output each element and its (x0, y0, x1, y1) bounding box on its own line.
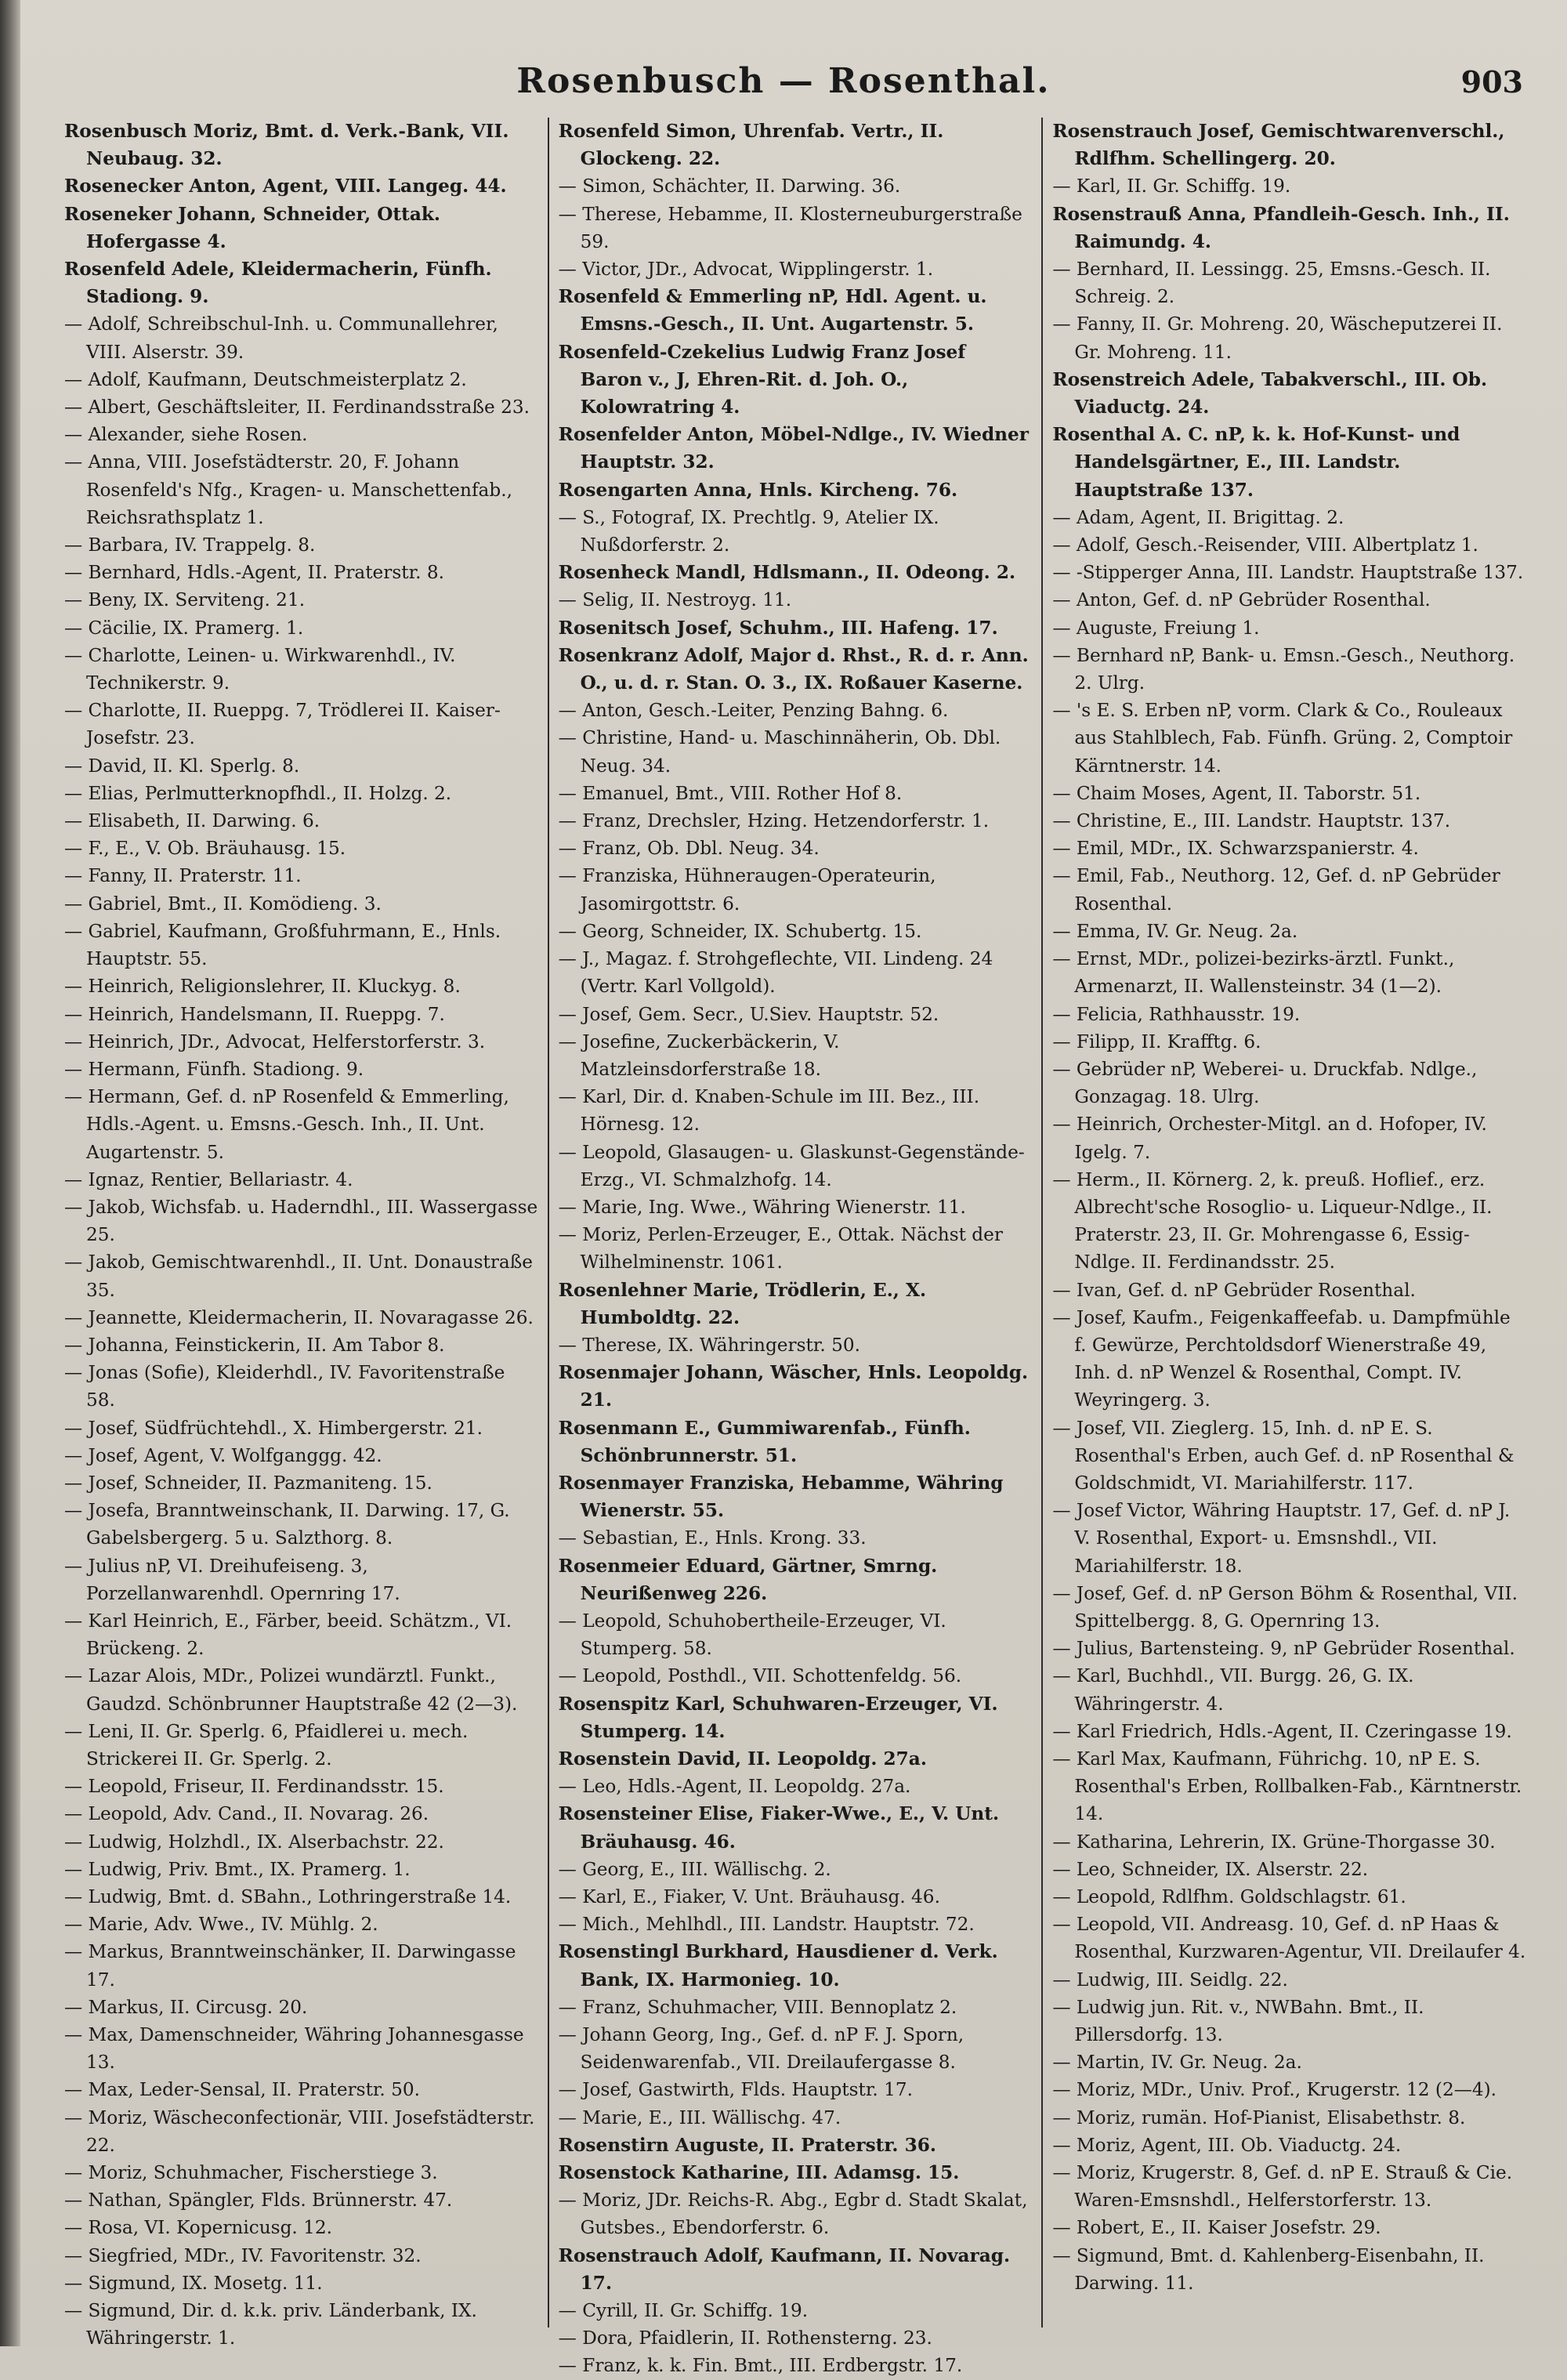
directory-entry: — Adolf, Kaufmann, Deutschmeisterplatz 2. (64, 368, 467, 390)
directory-entry: — Hermann, Gef. d. nP Rosenfeld & Emmerling, Hdls.-Agent. u. Emsns.-Gesch. Inh., II. Unt. Augartenstr. 5. (64, 1086, 509, 1163)
directory-entry: — Markus, II. Circusg. 20. (64, 1996, 308, 2018)
directory-entry: — Josef, VII. Zieglerg. 15, Inh. d. nP E. S. Rosenthal's Erben, auch Gef. d. nP Rosenthal & Goldschmidt, VI. Mariahilferstr. 117. (1052, 1417, 1515, 1494)
directory-entry: — Heinrich, Handelsmann, II. Rueppg. 7. (64, 1003, 445, 1025)
directory-entry: — Gebrüder nP, Weberei- u. Druckfab. Ndlge., Gonzagag. 18. Ulrg. (1052, 1058, 1478, 1108)
directory-entry: — Leopold, Posthdl., VII. Schottenfeldg. 56. (558, 1665, 962, 1687)
directory-entry: Rosenfeld Simon, Uhrenfab. Vertr., II. Glockeng. 22. (558, 121, 944, 170)
directory-entry: — Marie, Adv. Wwe., IV. Mühlg. 2. (64, 1914, 378, 1936)
directory-entry: — Josef, Gef. d. nP Gerson Böhm & Rosenthal, VII. Spittelbergg. 8, G. Opernring 13. (1052, 1582, 1518, 1632)
directory-entry: — Josef, Südfrüchtehdl., X. Himbergerstr. 21. (64, 1417, 483, 1439)
directory-entry: — Chaim Moses, Agent, II. Taborstr. 51. (1052, 782, 1421, 804)
directory-entry: — Dora, Pfaidlerin, II. Rothensterng. 23. (558, 2327, 932, 2349)
directory-entry: — Leopold, Schuhobertheile-Erzeuger, VI. Stumperg. 58. (558, 1610, 946, 1660)
directory-entry: — Moriz, JDr. Reichs-R. Abg., Egbr d. Stadt Skalat, Gutsbes., Ebendorferstr. 6. (558, 2190, 1028, 2239)
directory-entry: — Ludwig, III. Seidlg. 22. (1052, 1969, 1288, 1991)
directory-entry: — Auguste, Freiung 1. (1052, 617, 1260, 639)
directory-entry: — Christine, Hand- u. Maschinnäherin, Ob. Dbl. Neug. 34. (558, 727, 1001, 777)
directory-entry: — Leni, II. Gr. Sperlg. 6, Pfaidlerei u. mech. Strickerei II. Gr. Sperlg. 2. (64, 1720, 469, 1770)
directory-entry: — Nathan, Spängler, Flds. Brünnerstr. 47. (64, 2190, 453, 2212)
directory-entry: Rosenstein David, II. Leopoldg. 27a. (558, 1748, 927, 1770)
directory-entry: Rosenstreich Adele, Tabakverschl., III. Ob. Viaductg. 24. (1052, 368, 1488, 418)
directory-entry: — Johanna, Feinstickerin, II. Am Tabor 8. (64, 1334, 445, 1356)
directory-entry: Rosenstrauch Adolf, Kaufmann, II. Novarag. 17. (558, 2244, 1011, 2294)
directory-entry: — Josefa, Branntweinschank, II. Darwing. 17, G. Gabelsbergerg. 5 u. Salzthorg. 8. (64, 1500, 510, 1549)
directory-entry: — Georg, Schneider, IX. Schubertg. 15. (558, 920, 922, 942)
running-head: Rosenbusch — Rosenthal. (516, 61, 1051, 101)
directory-entry: — Emil, MDr., IX. Schwarzspanierstr. 4. (1052, 838, 1419, 860)
directory-entry: — Selig, II. Nestroyg. 11. (558, 589, 792, 611)
directory-entry: — Josef, Kaufm., Feigenkaffeefab. u. Dampfmühle f. Gewürze, Perchtoldsdorf Wienerstraße 49, Inh. d. nP Wenzel & Rosenthal, Compt. IV. Weyringerg. 3. (1052, 1306, 1511, 1411)
directory-entry: — Max, Damenschneider, Währing Johannesgasse 13. (64, 2024, 524, 2074)
directory-entry: — Heinrich, Orchester-Mitgl. an d. Hofoper, IV. Igelg. 7. (1052, 1114, 1487, 1163)
directory-entry: — Ivan, Gef. d. nP Gebrüder Rosenthal. (1052, 1279, 1416, 1301)
directory-entry: — Karl Max, Kaufmann, Führichg. 10, nP E. S. Rosenthal's Erben, Rollbalken-Fab., Kärntnerstr. 14. (1052, 1748, 1522, 1825)
directory-entry: — Fanny, II. Praterstr. 11. (64, 865, 302, 887)
directory-entry: — Beny, IX. Serviteng. 21. (64, 589, 306, 611)
directory-entry: — Jakob, Gemischtwarenhdl., II. Unt. Donaustraße 35. (64, 1252, 533, 1301)
directory-entry: — Alexander, siehe Rosen. (64, 424, 308, 446)
directory-entry: — Fanny, II. Gr. Mohreng. 20, Wäscheputzerei II. Gr. Mohreng. 11. (1052, 313, 1503, 363)
directory-entry: — David, II. Kl. Sperlg. 8. (64, 755, 300, 777)
directory-entry: — Leopold, Friseur, II. Ferdinandsstr. 15. (64, 1776, 444, 1798)
directory-entry: — Robert, E., II. Kaiser Josefstr. 29. (1052, 2217, 1381, 2239)
directory-entry: — Marie, E., III. Wällischg. 47. (558, 2106, 841, 2128)
directory-entry: — Mich., Mehlhdl., III. Landstr. Hauptstr. 72. (558, 1914, 975, 1936)
directory-entry: — Josef, Schneider, II. Pazmaniteng. 15. (64, 1472, 432, 1494)
directory-entry: — Rosa, VI. Kopernicusg. 12. (64, 2217, 333, 2239)
directory-entry: — Bernhard, Hdls.-Agent, II. Praterstr. 8. (64, 562, 444, 584)
directory-entry: — Ludwig, Priv. Bmt., IX. Pramerg. 1. (64, 1858, 411, 1880)
directory-entry: — Georg, E., III. Wällischg. 2. (558, 1858, 831, 1880)
directory-entry: — Markus, Branntweinschänker, II. Darwingasse 17. (64, 1941, 516, 1991)
directory-entry: — Moriz, rumän. Hof-Pianist, Elisabethstr. 8. (1052, 2106, 1466, 2128)
directory-entry: — Karl, II. Gr. Schiffg. 19. (1052, 176, 1291, 197)
directory-entry: — Julius, Bartensteing. 9, nP Gebrüder Rosenthal. (1052, 1638, 1515, 1660)
directory-entry: — Albert, Geschäftsleiter, II. Ferdinandsstraße 23. (64, 397, 530, 418)
directory-entry: — Victor, JDr., Advocat, Wipplingerstr. 1. (558, 259, 934, 281)
directory-entry: — Anna, VIII. Josefstädterstr. 20, F. Johann Rosenfeld's Nfg., Kragen- u. Manschettenfab., Reichsrathsplatz 1. (64, 451, 512, 528)
directory-entry: — Josefine, Zuckerbäckerin, V. Matzleinsdorferstraße 18. (558, 1031, 840, 1080)
directory-entry: — Sebastian, E., Hnls. Krong. 33. (558, 1527, 867, 1549)
directory-entry: Rosenfeld-Czekelius Ludwig Franz Josef Baron v., J, Ehren-Rit. d. Joh. O., Kolowratring 4. (558, 341, 966, 418)
directory-entry: — Josef, Gastwirth, Flds. Hauptstr. 17. (558, 2079, 914, 2101)
directory-entry: — Leopold, Rdlfhm. Goldschlagstr. 61. (1052, 1886, 1406, 1907)
directory-entry: Rosenfeld & Emmerling nP, Hdl. Agent. u. Emsns.-Gesch., II. Unt. Augartenstr. 5. (558, 286, 987, 335)
directory-entry: — Moriz, Agent, III. Ob. Viaductg. 24. (1052, 2134, 1402, 2156)
directory-entry: — Karl, Dir. d. Knaben-Schule im III. Bez., III. Hörnesg. 12. (558, 1086, 980, 1136)
directory-entry: Rosenstingl Burkhard, Hausdiener d. Verk. Bank, IX. Harmonieg. 10. (558, 1941, 998, 1991)
directory-entry: — Leopold, VII. Andreasg. 10, Gef. d. nP Haas & Rosenthal, Kurzwaren-Agentur, VII. Dreilaufer 4. (1052, 1914, 1526, 1963)
directory-entry: — Franziska, Hühneraugen-Operateurin, Jasomirgottstr. 6. (558, 865, 936, 915)
directory-entry: — Lazar Alois, MDr., Polizei wundärztl. Funkt., Gaudzd. Schönbrunner Hauptstraße 42 (2—3). (64, 1665, 518, 1715)
directory-entry: — Julius nP, VI. Dreihufeiseng. 3, Porzellanwarenhdl. Opernring 17. (64, 1555, 400, 1604)
directory-entry: — Jakob, Wichsfab. u. Haderndhl., III. Wassergasse 25. (64, 1196, 538, 1246)
directory-entry: — Franz, Drechsler, Hzing. Hetzendorferstr. 1. (558, 810, 990, 832)
directory-entry: — Hermann, Fünfh. Stadiong. 9. (64, 1058, 364, 1080)
directory-entry: — Therese, IX. Währingerstr. 50. (558, 1334, 860, 1356)
directory-entry: — Heinrich, JDr., Advocat, Helferstorferstr. 3. (64, 1031, 486, 1052)
directory-entry: — S., Fotograf, IX. Prechtlg. 9, Atelier IX. Nußdorferstr. 2. (558, 506, 939, 556)
directory-entry: — Charlotte, Leinen- u. Wirkwarenhdl., IV. Technikerstr. 9. (64, 644, 456, 694)
directory-entry: — Katharina, Lehrerin, IX. Grüne-Thorgasse 30. (1052, 1831, 1496, 1853)
directory-entry: — Gabriel, Kaufmann, Großfuhrmann, E., Hnls. Hauptstr. 55. (64, 920, 501, 970)
directory-entry: — Josef Victor, Währing Hauptstr. 17, Gef. d. nP J. V. Rosenthal, Export- u. Emsnshdl., VII. Mariahilferstr. 18. (1052, 1500, 1511, 1577)
directory-entry: Rosenlehner Marie, Trödlerin, E., X. Humboldtg. 22. (558, 1279, 927, 1328)
directory-entry: Rosenstock Katharine, III. Adamsg. 15. (558, 2162, 960, 2184)
directory-entry: — Herm., II. Körnerg. 2, k. preuß. Hoflief., erz. Albrecht'sche Rosoglio- u. Liqueur-Ndlge., II. Praterstr. 23, II. Gr. Mohrengasse 6, Essig-Ndlge. II. Ferdinandsstr. 25. (1052, 1168, 1493, 1273)
directory-entry: — Bernhard, II. Lessingg. 25, Emsns.-Gesch. II. Schreig. 2. (1052, 259, 1491, 308)
directory-entry: — Cyrill, II. Gr. Schiffg. 19. (558, 2300, 809, 2322)
directory-entry: Rosenstirn Auguste, II. Praterstr. 36. (558, 2134, 936, 2156)
directory-entry: — Moriz, MDr., Univ. Prof., Krugerstr. 12 (2—4). (1052, 2079, 1497, 2101)
directory-column-1 (55, 118, 548, 2349)
directory-entry: — J., Magaz. f. Strohgeflechte, VII. Lindeng. 24 (Vertr. Karl Vollgold). (558, 948, 993, 998)
directory-entry: Rosenfelder Anton, Möbel-Ndlge., IV. Wiedner Hauptstr. 32. (558, 424, 1029, 473)
directory-column-3 (1041, 118, 1536, 2327)
directory-entry: — Franz, Schuhmacher, VIII. Bennoplatz 2. (558, 1996, 957, 2018)
directory-entry: — Ignaz, Rentier, Bellariastr. 4. (64, 1168, 353, 1190)
directory-entry: — Leo, Schneider, IX. Alserstr. 22. (1052, 1858, 1369, 1880)
page-binding-edge (0, 0, 20, 2346)
directory-entry: Rosenstrauch Josef, Gemischtwarenverschl., Rdlfhm. Schellingerg. 20. (1052, 121, 1505, 170)
directory-entry: — Franz, k. k. Fin. Bmt., III. Erdbergstr. 17. (558, 2355, 963, 2377)
directory-entry: — Elias, Perlmutterknopfhdl., II. Holzg. 2. (64, 782, 452, 804)
directory-entry: — Franz, Ob. Dbl. Neug. 34. (558, 838, 820, 860)
directory-entry: Rosenitsch Josef, Schuhm., III. Hafeng. 17. (558, 617, 998, 639)
directory-entry: Roseneker Johann, Schneider, Ottak. Hofergasse 4. (64, 203, 441, 252)
directory-entry: Rosenstrauß Anna, Pfandleih-Gesch. Inh., II. Raimundg. 4. (1052, 203, 1510, 252)
directory-entry: Rosenbusch Moriz, Bmt. d. Verk.-Bank, VII. Neubaug. 32. (64, 121, 509, 170)
directory-entry: — Sigmund, IX. Mosetg. 11. (64, 2272, 323, 2294)
directory-entry: — Emma, IV. Gr. Neug. 2a. (1052, 920, 1298, 942)
directory-entry: — Barbara, IV. Trappelg. 8. (64, 534, 316, 556)
directory-entry: — Anton, Gesch.-Leiter, Penzing Bahng. 6. (558, 700, 949, 722)
directory-entry: — Leopold, Adv. Cand., II. Novarag. 26. (64, 1803, 429, 1825)
directory-entry: — Adam, Agent, II. Brigittag. 2. (1052, 506, 1344, 528)
directory-entry: — Josef, Agent, V. Wolfganggg. 42. (64, 1444, 382, 1466)
directory-entry: — Ludwig, Holzhdl., IX. Alserbachstr. 22. (64, 1831, 444, 1853)
directory-entry: — F., E., V. Ob. Bräuhausg. 15. (64, 838, 346, 860)
directory-entry: Rosenspitz Karl, Schuhwaren-Erzeuger, VI. Stumperg. 14. (558, 1693, 998, 1742)
directory-entry: — Elisabeth, II. Darwing. 6. (64, 810, 320, 832)
directory-entry: — Karl, E., Fiaker, V. Unt. Bräuhausg. 46. (558, 1886, 940, 1907)
directory-entry: — Leopold, Glasaugen- u. Glaskunst-Gegenstände-Erzg., VI. Schmalzhofg. 14. (558, 1141, 1025, 1190)
directory-entry: — Adolf, Gesch.-Reisender, VIII. Albertplatz 1. (1052, 534, 1478, 556)
directory-entry: — Moriz, Krugerstr. 8, Gef. d. nP E. Strauß & Cie. Waren-Emsnshdl., Helferstorferstr. 13. (1052, 2162, 1513, 2212)
directory-entry: — Christine, E., III. Landstr. Hauptstr. 137. (1052, 810, 1451, 832)
page-header (0, 61, 1567, 116)
directory-entry: — Ernst, MDr., polizei-bezirks-ärztl. Funkt., Armenarzt, II. Wallensteinstr. 34 (1—2). (1052, 948, 1455, 998)
directory-entry: — Karl Heinrich, E., Färber, beeid. Schätzm., VI. Brückeng. 2. (64, 1610, 512, 1660)
directory-entry: — Moriz, Wäscheconfectionär, VIII. Josefstädterstr. 22. (64, 2106, 535, 2156)
directory-entry: — Cäcilie, IX. Pramerg. 1. (64, 617, 304, 639)
directory-entry: Rosenfeld Adele, Kleidermacherin, Fünfh. Stadiong. 9. (64, 259, 492, 308)
directory-entry: — Max, Leder-Sensal, II. Praterstr. 50. (64, 2079, 421, 2101)
directory-entry: — Josef, Gem. Secr., U.Siev. Hauptstr. 52. (558, 1003, 939, 1025)
directory-entry: — Ludwig, Bmt. d. SBahn., Lothringerstraße 14. (64, 1886, 512, 1907)
directory-entry: — Sigmund, Bmt. d. Kahlenberg-Eisenbahn, II. Darwing. 11. (1052, 2244, 1485, 2294)
directory-entry: — Felicia, Rathhausstr. 19. (1052, 1003, 1301, 1025)
directory-entry: — Jeannette, Kleidermacherin, II. Novaragasse 26. (64, 1306, 534, 1328)
directory-entry: Rosenthal A. C. nP, k. k. Hof-Kunst- und Handelsgärtner, E., III. Landstr. Hauptstraße 137. (1052, 424, 1460, 501)
directory-entry: — Bernhard nP, Bank- u. Emsn.-Gesch., Neuthorg. 2. Ulrg. (1052, 644, 1515, 694)
directory-entry: — Martin, IV. Gr. Neug. 2a. (1052, 2052, 1302, 2074)
directory-entry: Rosensteiner Elise, Fiaker-Wwe., E., V. Unt. Bräuhausg. 46. (558, 1803, 1000, 1853)
directory-entry: Rosenkranz Adolf, Major d. Rhst., R. d. r. Ann. O., u. d. r. Stan. O. 3., IX. Roßauer Kaserne. (558, 644, 1029, 694)
directory-columns (55, 118, 1536, 2377)
directory-entry: — Karl Friedrich, Hdls.-Agent, II. Czeringasse 19. (1052, 1720, 1512, 1742)
directory-entry: — Emil, Fab., Neuthorg. 12, Gef. d. nP Gebrüder Rosenthal. (1052, 865, 1500, 915)
directory-entry: — Ludwig jun. Rit. v., NWBahn. Bmt., II. Pillersdorfg. 13. (1052, 1996, 1424, 2046)
directory-entry: — Moriz, Schuhmacher, Fischerstiege 3. (64, 2162, 438, 2184)
directory-entry: — Therese, Hebamme, II. Klosterneuburgerstraße 59. (558, 203, 1022, 252)
directory-entry: — Filipp, II. Krafftg. 6. (1052, 1031, 1261, 1052)
directory-entry: — Leo, Hdls.-Agent, II. Leopoldg. 27a. (558, 1776, 911, 1798)
directory-entry: Rosenecker Anton, Agent, VIII. Langeg. 44. (64, 176, 507, 197)
directory-entry: Rosenmeier Eduard, Gärtner, Smrng. Neurißenweg 226. (558, 1555, 938, 1604)
directory-entry: — Johann Georg, Ing., Gef. d. nP F. J. Sporn, Seidenwarenfab., VII. Dreilaufergasse 8. (558, 2024, 964, 2074)
directory-entry: Rosenmayer Franziska, Hebamme, Währing Wienerstr. 55. (558, 1472, 1004, 1522)
directory-entry: — Marie, Ing. Wwe., Währing Wienerstr. 11. (558, 1196, 966, 1218)
directory-entry: — Anton, Gef. d. nP Gebrüder Rosenthal. (1052, 589, 1431, 611)
directory-column-2 (548, 118, 1042, 2377)
directory-entry: — Moriz, Perlen-Erzeuger, E., Ottak. Nächst der Wilhelminenstr. 1061. (558, 1224, 1003, 1273)
directory-entry: — Siegfried, MDr., IV. Favoritenstr. 32. (64, 2244, 422, 2266)
directory-entry: — Sigmund, Dir. d. k.k. priv. Länderbank, IX. Währingerstr. 1. (64, 2300, 477, 2349)
directory-entry: — Charlotte, II. Rueppg. 7, Trödlerei II. Kaiser-Josefstr. 23. (64, 700, 501, 749)
directory-entry: Rosengarten Anna, Hnls. Kircheng. 76. (558, 479, 958, 501)
directory-entry: — -Stipperger Anna, III. Landstr. Hauptstraße 137. (1052, 562, 1524, 584)
directory-entry: — Emanuel, Bmt., VIII. Rother Hof 8. (558, 782, 903, 804)
directory-entry: — Karl, Buchhdl., VII. Burgg. 26, G. IX. Währingerstr. 4. (1052, 1665, 1414, 1715)
page-number: 903 (1460, 64, 1523, 100)
directory-entry: — Gabriel, Bmt., II. Komödieng. 3. (64, 893, 382, 915)
directory-entry: — Jonas (Sofie), Kleiderhdl., IV. Favoritenstraße 58. (64, 1362, 505, 1411)
directory-entry: Rosenmajer Johann, Wäscher, Hnls. Leopoldg. 21. (558, 1362, 1029, 1411)
directory-entry: Rosenheck Mandl, Hdlsmann., II. Odeong. 2. (558, 562, 1016, 584)
directory-entry: Rosenmann E., Gummiwarenfab., Fünfh. Schönbrunnerstr. 51. (558, 1417, 971, 1466)
directory-entry: — Heinrich, Religionslehrer, II. Kluckyg. 8. (64, 976, 461, 998)
directory-entry: — 's E. S. Erben nP, vorm. Clark & Co., Rouleaux aus Stahlblech, Fab. Fünfh. Grüng. 2, Comptoir Kärntnerstr. 14. (1052, 700, 1513, 777)
directory-entry: — Adolf, Schreibschul-Inh. u. Communallehrer, VIII. Alserstr. 39. (64, 313, 498, 363)
directory-entry: — Simon, Schächter, II. Darwing. 36. (558, 176, 901, 197)
